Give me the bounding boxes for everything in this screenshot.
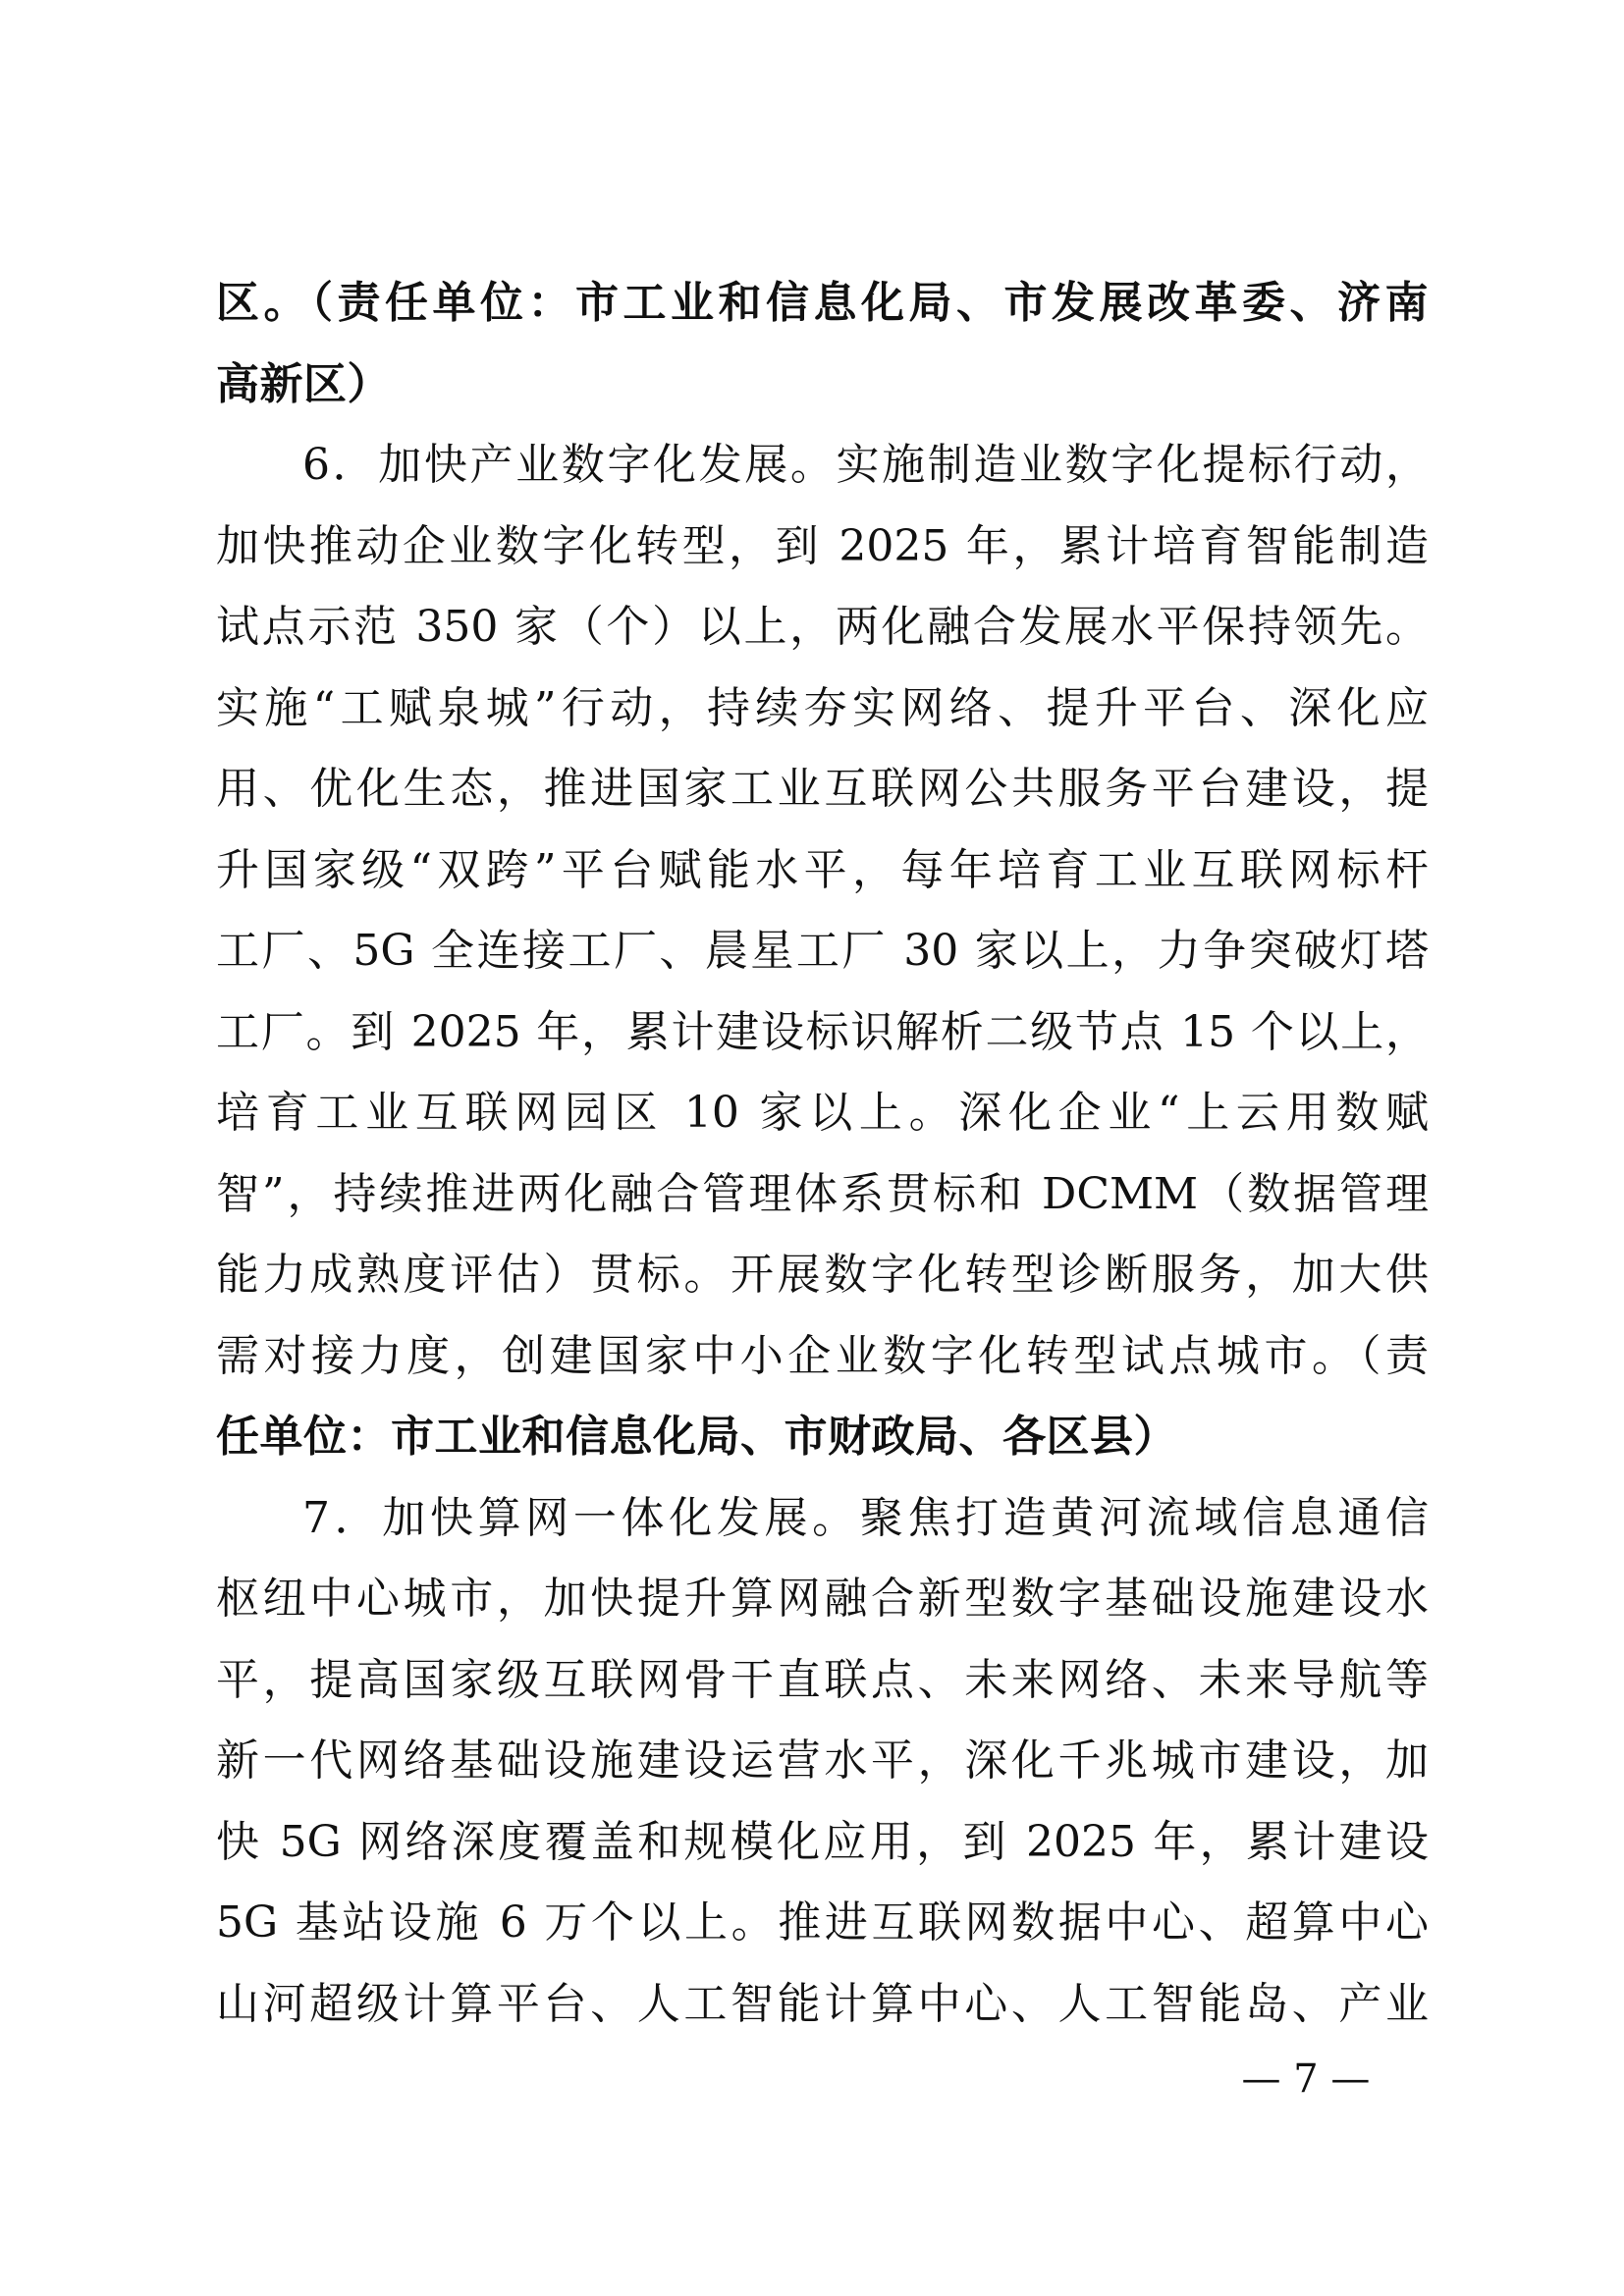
text-line: 山河超级计算平台、人工智能计算中心、人工智能岛、产业 [216,1978,1429,2029]
text-line: 快 5G 网络深度覆盖和规模化应用，到 2025 年，累计建设 [216,1816,1429,1867]
text-line: 试点示范 350 家（个）以上，两化融合发展水平保持领先。 [216,602,1429,652]
text-line: 枢纽中心城市，加快提升算网融合新型数字基础设施建设水 [216,1574,1429,1624]
text-line: 能力成熟度评估）贯标。开展数字化转型诊断服务，加大供 [216,1250,1429,1300]
text-line: 升国家级“双跨”平台赋能水平，每年培育工业互联网标杆 [216,844,1429,895]
text-line: 区。（责任单位：市工业和信息化局、市发展改革委、济南 [216,278,1429,328]
text-line: 6．加快产业数字化发展。实施制造业数字化提标行动， [302,440,1429,490]
text-line: 智”，持续推进两化融合管理体系贯标和 DCMM（数据管理 [216,1168,1429,1219]
text-line: 工厂、5G 全连接工厂、晨星工厂 30 家以上，力争突破灯塔 [216,926,1429,976]
text-line: 7．加快算网一体化发展。聚焦打造黄河流域信息通信 [302,1492,1429,1543]
text-line: 高新区） [216,358,391,409]
text-line: 需对接力度，创建国家中小企业数字化转型试点城市。（责 [216,1330,1429,1381]
text-line: 培育工业互联网园区 10 家以上。深化企业“上云用数赋 [216,1088,1429,1138]
text-line: 工厂。到 2025 年，累计建设标识解析二级节点 15 个以上， [216,1006,1429,1057]
text-line: 实施“工赋泉城”行动，持续夯实网络、提升平台、深化应 [216,682,1429,733]
text-line: 加快推动企业数字化转型，到 2025 年，累计培育智能制造 [216,520,1429,571]
body-text [216,263,1429,2045]
text-line: 用、优化生态，推进国家工业互联网公共服务平台建设，提 [216,764,1429,814]
text-line: 5G 基站设施 6 万个以上。推进互联网数据中心、超算中心 [216,1897,1429,1948]
text-line: 新一代网络基础设施建设运营水平，深化千兆城市建设，加 [216,1735,1429,1786]
text-line: 任单位：市工业和信息化局、市财政局、各区县） [216,1412,1177,1462]
page-number: — 7 — [1241,2056,1371,2102]
text-line: 平，提高国家级互联网骨干直联点、未来网络、未来导航等 [216,1654,1429,1705]
